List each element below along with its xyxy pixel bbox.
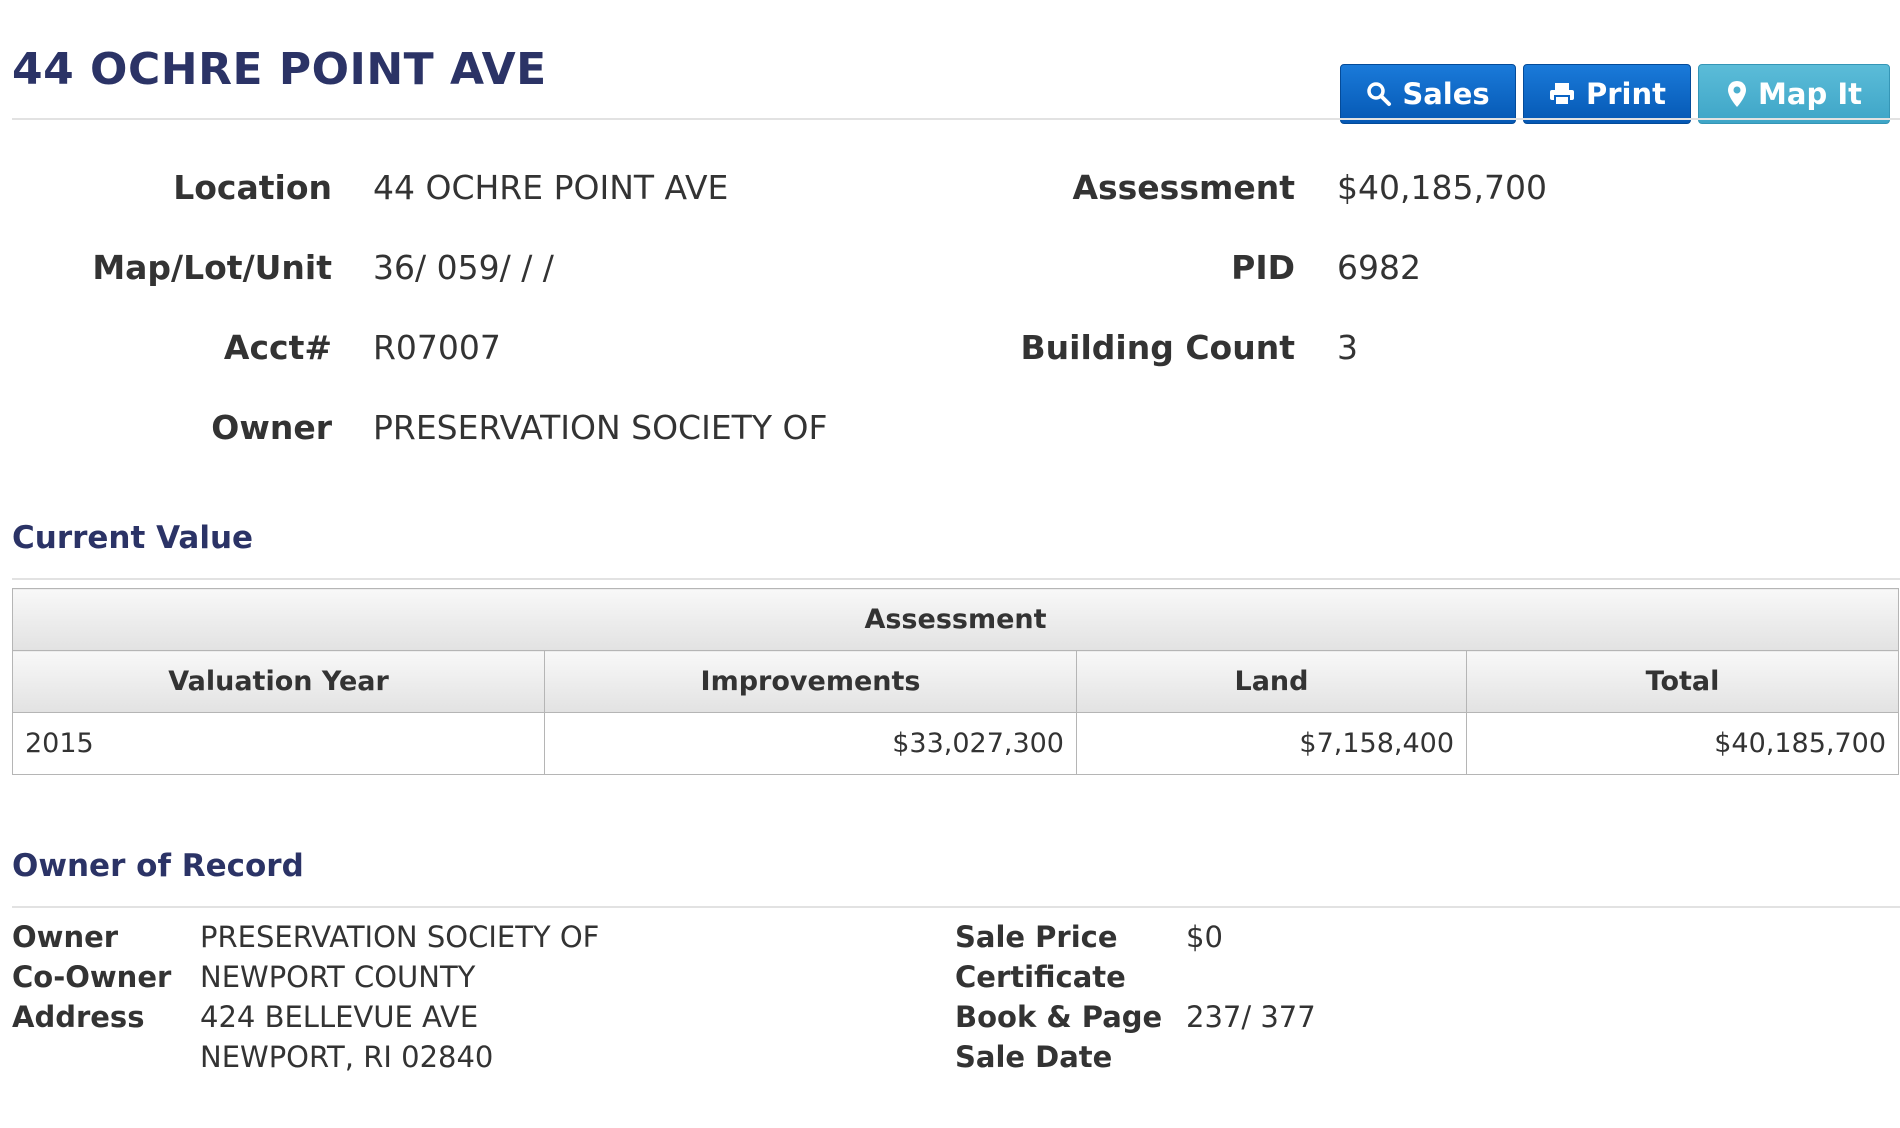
location-value: 44 OCHRE POINT AVE <box>373 168 729 207</box>
sale-price-label: Sale Price <box>955 920 1118 954</box>
column-header-total: Total <box>1467 651 1899 713</box>
sale-date-label: Sale Date <box>955 1040 1113 1074</box>
map-it-button-label: Map It <box>1758 77 1862 111</box>
table-row <box>13 713 1899 775</box>
land-cell: $7,158,400 <box>1077 713 1467 775</box>
column-header-land: Land <box>1077 651 1467 713</box>
current-value-divider <box>12 578 1900 580</box>
total-cell: $40,185,700 <box>1467 713 1899 775</box>
coowner-value: NEWPORT COUNTY <box>200 960 476 994</box>
valuation-year-cell: 2015 <box>13 713 545 775</box>
record-owner-label: Owner <box>12 920 119 954</box>
page-title: 44 OCHRE POINT AVE <box>12 44 547 95</box>
coowner-label: Co-Owner <box>12 960 172 994</box>
sale-price-value: $0 <box>1186 920 1223 954</box>
assessment-table-caption: Assessment <box>13 589 1899 651</box>
book-page-label: Book & Page <box>955 1000 1163 1034</box>
sales-button-label: Sales <box>1402 77 1490 111</box>
owner-value: PRESERVATION SOCIETY OF <box>373 408 828 447</box>
acct-label: Acct# <box>223 328 332 367</box>
owner-label: Owner <box>211 408 332 447</box>
search-icon <box>1366 81 1392 107</box>
header-divider <box>12 118 1900 120</box>
certificate-label: Certificate <box>955 960 1126 994</box>
print-button[interactable] <box>1523 64 1691 124</box>
acct-value: R07007 <box>373 328 501 367</box>
address-label: Address <box>12 1000 145 1034</box>
assessment-table-header-row <box>13 651 1899 713</box>
map-lot-unit-label: Map/Lot/Unit <box>92 248 332 287</box>
column-header-improvements: Improvements <box>545 651 1077 713</box>
address-line1: 424 BELLEVUE AVE <box>200 1000 479 1034</box>
assessment-value: $40,185,700 <box>1337 168 1547 207</box>
location-label: Location <box>173 168 332 207</box>
map-pin-icon <box>1726 80 1748 108</box>
printer-icon <box>1548 81 1576 107</box>
owner-of-record-divider <box>12 906 1900 908</box>
improvements-cell: $33,027,300 <box>545 713 1077 775</box>
record-owner-value: PRESERVATION SOCIETY OF <box>200 920 600 954</box>
sales-button[interactable] <box>1340 64 1516 124</box>
owner-of-record-heading: Owner of Record <box>12 848 304 884</box>
assessment-table <box>12 588 1899 775</box>
book-page-value: 237/ 377 <box>1186 1000 1316 1034</box>
building-count-value: 3 <box>1337 328 1358 367</box>
current-value-heading: Current Value <box>12 520 254 556</box>
building-count-label: Building Count <box>1020 328 1295 367</box>
print-button-label: Print <box>1585 77 1666 111</box>
pid-value: 6982 <box>1337 248 1421 287</box>
assessment-label: Assessment <box>1072 168 1295 207</box>
address-line2: NEWPORT, RI 02840 <box>200 1040 494 1074</box>
column-header-valuation-year: Valuation Year <box>13 651 545 713</box>
pid-label: PID <box>1231 248 1295 287</box>
map-it-button[interactable] <box>1698 64 1890 124</box>
map-lot-unit-value: 36/ 059/ / / <box>373 248 554 287</box>
